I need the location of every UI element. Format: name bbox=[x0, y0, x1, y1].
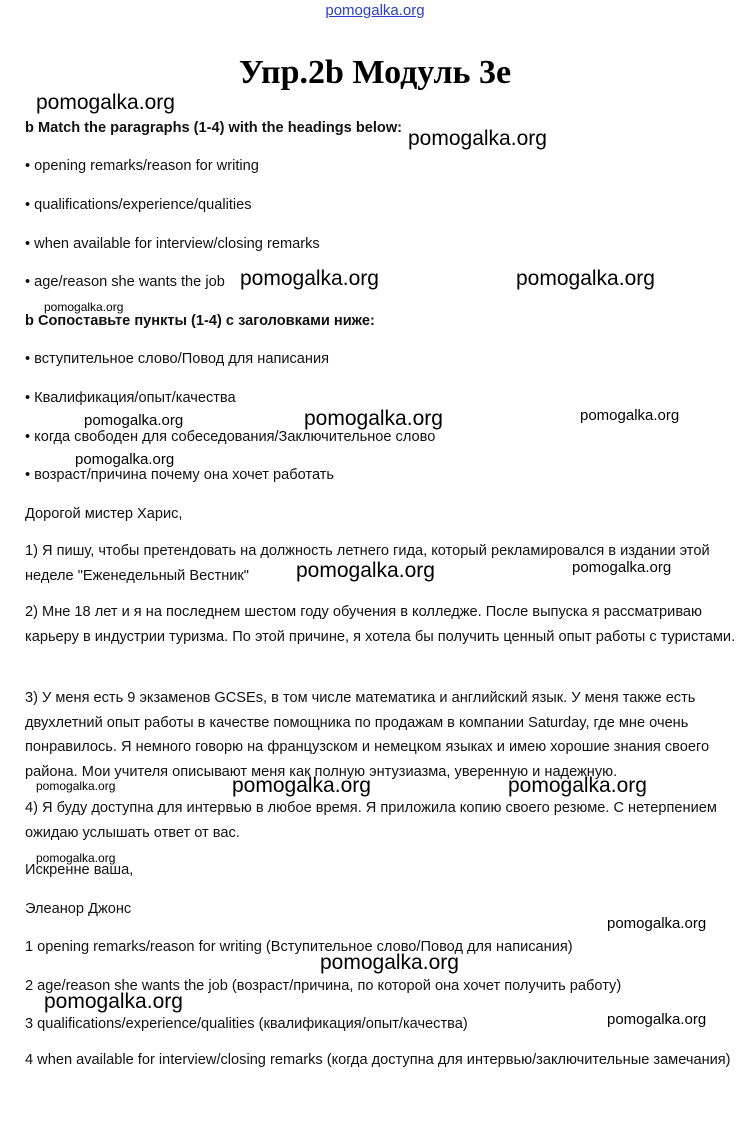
answer-line: 3 qualifications/experience/qualities (квалификация/опыт/качества) bbox=[25, 1016, 468, 1032]
task-en-item: • opening remarks/reason for writing bbox=[25, 158, 259, 174]
letter-paragraph: 1) Я пишу, чтобы претендовать на должность летнего гида, который рекламировался в издании этой неделе "Еженедельный Вестник" bbox=[25, 543, 710, 584]
letter-closing: Искренне ваша, bbox=[25, 862, 134, 878]
task-ru-item: • Квалификация/опыт/качества bbox=[25, 390, 236, 406]
task-ru-item: • возраст/причина почему она хочет работать bbox=[25, 467, 335, 483]
task-en-item: • when available for interview/closing remarks bbox=[25, 236, 320, 252]
watermark: pomogalka.org bbox=[508, 774, 647, 797]
letter-signature: Элеанор Джонс bbox=[25, 901, 132, 917]
page-title: Упр.2b Модуль 3е bbox=[238, 54, 512, 91]
task-en-item: • age/reason she wants the job bbox=[25, 274, 225, 290]
letter-paragraph: 3) У меня есть 9 экзаменов GCSEs, в том числе математика и английский язык. У меня также есть двухлетний опыт работы в качестве помощника по продажам в компании Saturday, где мне очень понравилось. Я немного говорю на французском и немецком языках и имею хорошие знания своего района. Мои учителя описывают меня как полную энтузиазма, уверенную и надежную. bbox=[25, 690, 710, 780]
task-ru-heading: b Сопоставьте пункты (1-4) с заголовками ниже: bbox=[25, 313, 375, 329]
watermark: pomogalka.org bbox=[320, 951, 459, 974]
letter-paragraph: 4) Я буду доступна для интервью в любое время. Я приложила копию своего резюме. С нетерпением ожидаю услышать ответ от вас. bbox=[25, 800, 717, 841]
watermark: pomogalka.org bbox=[44, 300, 124, 314]
watermark: pomogalka.org bbox=[296, 559, 435, 582]
answer-line: 1 opening remarks/reason for writing (Вступительное слово/Повод для написания) bbox=[25, 939, 573, 955]
answer-line: 2 age/reason she wants the job (возраст/причина, по которой она хочет получить работу) bbox=[25, 978, 622, 994]
watermark: pomogalka.org bbox=[84, 412, 184, 429]
watermark: pomogalka.org bbox=[36, 851, 116, 865]
watermark: pomogalka.org bbox=[240, 267, 379, 290]
task-en-heading: b Match the paragraphs (1-4) with the headings below: bbox=[25, 120, 403, 136]
watermark: pomogalka.org bbox=[36, 91, 175, 114]
watermark: pomogalka.org bbox=[75, 451, 175, 468]
watermark: pomogalka.org bbox=[44, 990, 183, 1013]
answer-line: 4 when available for interview/closing remarks (когда доступна для интервью/заключительные замечания) bbox=[25, 1052, 731, 1068]
site-link[interactable]: pomogalka.org bbox=[325, 2, 425, 19]
watermark: pomogalka.org bbox=[607, 915, 707, 932]
task-ru-item: • вступительное слово/Повод для написания bbox=[25, 351, 330, 367]
watermark: pomogalka.org bbox=[304, 407, 443, 430]
letter-paragraph: 2) Мне 18 лет и я на последнем шестом году обучения в колледже. После выпуска я рассматриваю карьеру в индустрии туризма. По этой причине, я хотела бы получить ценный опыт работы с туристами. bbox=[25, 604, 736, 645]
watermark: pomogalka.org bbox=[580, 407, 680, 424]
watermark: pomogalka.org bbox=[516, 267, 655, 290]
watermark: pomogalka.org bbox=[232, 774, 371, 797]
watermark: pomogalka.org bbox=[408, 127, 547, 150]
task-en-item: • qualifications/experience/qualities bbox=[25, 197, 252, 213]
watermark: pomogalka.org bbox=[607, 1011, 707, 1028]
letter-greeting: Дорогой мистер Харис, bbox=[25, 506, 183, 522]
task-ru-item: • когда свободен для собеседования/Заключительное слово bbox=[25, 429, 436, 445]
watermark: pomogalka.org bbox=[572, 559, 672, 576]
watermark: pomogalka.org bbox=[36, 779, 116, 793]
